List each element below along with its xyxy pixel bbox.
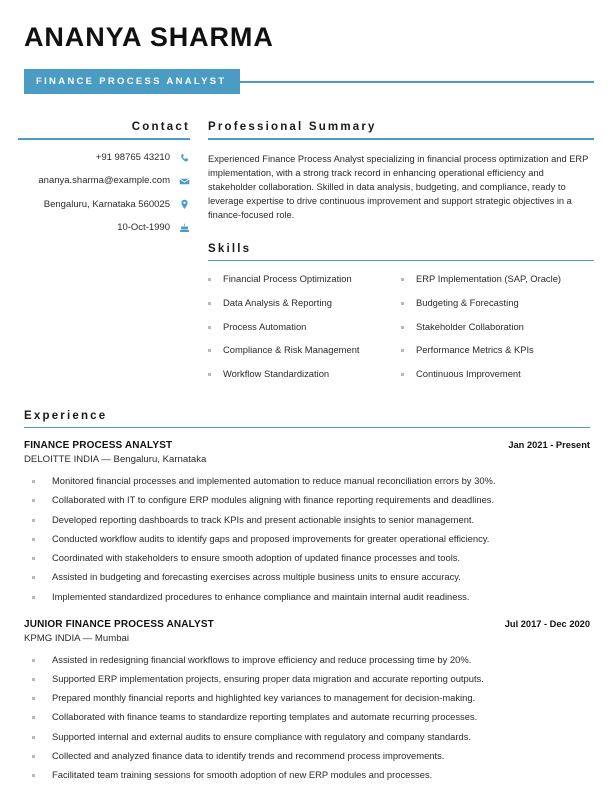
skills-heading: Skills [208, 242, 252, 255]
summary-divider [208, 138, 594, 140]
contact-divider [18, 138, 190, 140]
list-item [208, 344, 401, 357]
square-bullet-icon [401, 349, 404, 352]
square-bullet-icon [32, 774, 35, 777]
square-bullet-icon [32, 480, 35, 483]
square-bullet-icon [32, 519, 35, 522]
contact-email-value: ananya.sharma@example.com [38, 175, 170, 187]
envelope-icon [179, 176, 190, 187]
list-item [24, 475, 590, 487]
list-item [24, 533, 590, 545]
job-bullet-text: Monitored financial processes and implemented automation to reduce manual reconciliation errors by 30%. [52, 475, 496, 487]
job-bullet-text: Prepared monthly financial reports and highlighted key variances to management for decision-making. [52, 692, 476, 704]
list-item [401, 273, 594, 286]
square-bullet-icon [32, 557, 35, 560]
location-pin-icon [179, 199, 190, 210]
square-bullet-icon [32, 538, 35, 541]
job-bullet-list [24, 475, 590, 603]
job-company: DELOITTE INDIA — Bengaluru, Karnataka [24, 454, 207, 466]
birthday-cake-icon [179, 223, 190, 234]
square-bullet-icon [32, 499, 35, 502]
list-item [401, 297, 594, 310]
job-bullet-text: Assisted in redesigning financial workflows to improve efficiency and reduce processing time by 20%. [52, 653, 472, 665]
contact-item-location [18, 199, 190, 211]
skills-section [208, 243, 594, 392]
experience-job [24, 619, 590, 782]
square-bullet-icon [32, 576, 35, 579]
summary-text: Experienced Finance Process Analyst specializing in financial process optimization and ERP implementation, with a strong track record in enhancing operational efficiency and stakeholder collaboration. Skilled in data analysis, budgeting, and compliance, ready to leverage expertise to drive continuous improvement and support strategic objectives in a finance-focused role. [208, 153, 589, 221]
page-title: ANANYA SHARMA [24, 22, 274, 52]
contact-item-email [18, 175, 190, 187]
contact-item-phone [18, 152, 190, 164]
list-item [401, 344, 594, 357]
sidebar-column [18, 121, 204, 245]
summary-heading: Professional Summary [208, 121, 377, 134]
list-item [401, 368, 594, 381]
job-header [24, 619, 590, 630]
job-title-badge: FINANCE PROCESS ANALYST [24, 69, 240, 94]
job-date: Jul 2017 - Dec 2020 [504, 618, 590, 629]
list-item [24, 571, 590, 583]
job-bullet-text: Implemented standardized procedures to enhance compliance and maintain internal audit readiness. [52, 590, 470, 602]
square-bullet-icon [32, 697, 35, 700]
list-item [208, 297, 401, 310]
list-item [208, 321, 401, 334]
skill-label: Compliance & Risk Management [223, 344, 360, 356]
list-item [401, 321, 594, 334]
job-bullet-list [24, 654, 590, 782]
job-bullet-text: Collaborated with finance teams to standardize reporting templates and automate recurring processes. [52, 711, 478, 723]
experience-job [24, 440, 590, 603]
skill-label: Budgeting & Forecasting [416, 296, 519, 308]
phone-icon [179, 153, 190, 164]
list-item [24, 591, 590, 603]
list-item [24, 654, 590, 666]
square-bullet-icon [32, 659, 35, 662]
list-item [24, 692, 590, 704]
list-item [24, 673, 590, 685]
square-bullet-icon [208, 302, 211, 305]
job-bullet-text: Coordinated with stakeholders to ensure smooth adoption of updated finance processes and tools. [52, 552, 461, 564]
job-bullet-text: Supported ERP implementation projects, ensuring proper data migration and accurate reporting outputs. [52, 672, 484, 684]
list-item [24, 514, 590, 526]
job-bullet-text: Collaborated with IT to configure ERP modules aligning with finance reporting requirements and deadlines. [52, 494, 495, 506]
contact-item-birthday [18, 222, 190, 234]
job-bullet-text: Supported internal and external audits to ensure compliance with regulatory and company standards. [52, 730, 472, 742]
square-bullet-icon [208, 349, 211, 352]
job-bullet-text: Facilitated team training sessions for smooth adoption of new ERP modules and processes. [52, 769, 433, 781]
contact-phone-value: +91 98765 43210 [95, 151, 170, 163]
square-bullet-icon [401, 302, 404, 305]
experience-divider [24, 427, 590, 429]
square-bullet-icon [32, 596, 35, 599]
skill-label: Performance Metrics & KPIs [416, 344, 534, 356]
job-bullet-text: Assisted in budgeting and forecasting exercises across multiple business units to ensure accuracy. [52, 571, 461, 583]
skill-label: Continuous Improvement [416, 367, 521, 379]
list-item [24, 494, 590, 506]
experience-section [18, 410, 594, 782]
list-item [24, 769, 590, 781]
list-item [208, 273, 401, 286]
skills-divider [208, 260, 594, 262]
job-company: KPMG INDIA — Mumbai [24, 632, 130, 644]
skill-label: Financial Process Optimization [223, 273, 352, 285]
square-bullet-icon [401, 373, 404, 376]
skills-list [208, 273, 594, 391]
square-bullet-icon [32, 678, 35, 681]
main-column [204, 121, 594, 391]
skill-label: Data Analysis & Reporting [223, 296, 332, 308]
square-bullet-icon [401, 326, 404, 329]
square-bullet-icon [208, 278, 211, 281]
skill-label: Stakeholder Collaboration [416, 320, 524, 332]
contact-heading: Contact [131, 121, 190, 134]
job-title-banner [18, 69, 594, 94]
list-item [208, 368, 401, 381]
job-title: FINANCE PROCESS ANALYST [24, 440, 173, 452]
square-bullet-icon [208, 373, 211, 376]
list-item [24, 711, 590, 723]
header-accent-rule [240, 81, 595, 83]
job-bullet-text: Conducted workflow audits to identify gaps and proposed improvements for greater operational efficiency. [52, 532, 490, 544]
square-bullet-icon [32, 716, 35, 719]
contact-birthday-value: 10-Oct-1990 [117, 221, 170, 233]
skill-label: Workflow Standardization [223, 367, 330, 379]
list-item [24, 731, 590, 743]
job-title: JUNIOR FINANCE PROCESS ANALYST [24, 618, 214, 630]
content-columns [18, 121, 594, 391]
job-header [24, 440, 590, 451]
skill-label: Process Automation [223, 320, 307, 332]
experience-heading: Experience [24, 409, 108, 422]
square-bullet-icon [32, 755, 35, 758]
job-date: Jan 2021 - Present [508, 440, 590, 451]
job-bullet-text: Developed reporting dashboards to track KPIs and present actionable insights to senior management. [52, 513, 475, 525]
square-bullet-icon [208, 326, 211, 329]
contact-section [18, 121, 190, 234]
skill-label: ERP Implementation (SAP, Oracle) [416, 273, 562, 285]
summary-section [208, 121, 594, 222]
square-bullet-icon [32, 736, 35, 739]
square-bullet-icon [401, 278, 404, 281]
job-bullet-text: Collected and analyzed finance data to identify trends and recommend process improvements. [52, 749, 445, 761]
list-item [24, 552, 590, 564]
contact-location-value: Bengaluru, Karnataka 560025 [43, 198, 170, 210]
list-item [24, 750, 590, 762]
